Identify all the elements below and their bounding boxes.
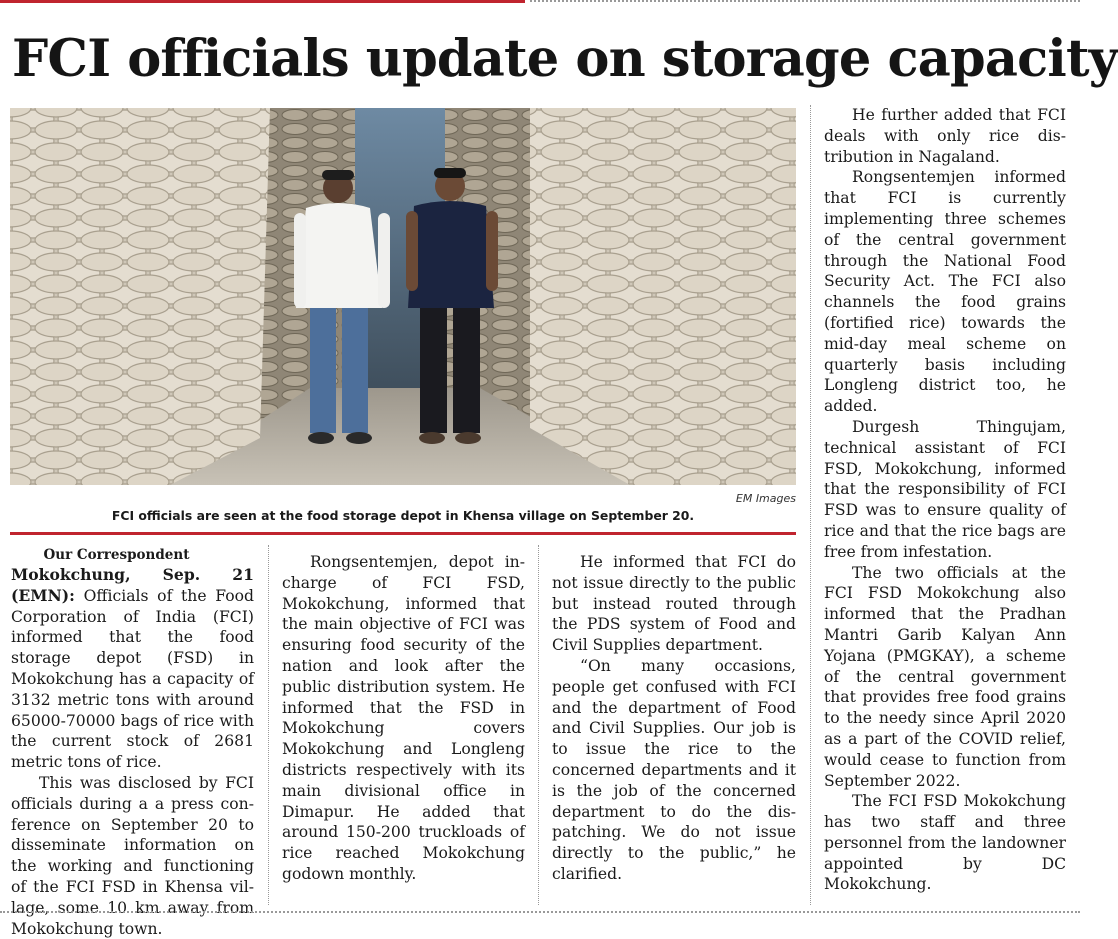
top-dotted-rule xyxy=(530,0,1080,2)
article-column-1 xyxy=(11,545,254,939)
top-accent-rule xyxy=(0,0,525,3)
headline: FCI officials update on storage capacity xyxy=(12,29,1118,89)
news-photo xyxy=(10,108,796,485)
article-column-3 xyxy=(552,552,796,885)
article-paragraph: Durgesh Thingujam, technical assistant of FCI FSD, Mokokchung, informed that the responsibility of FCI FSD was to ensure quality of rice and that the rice bags are free from infestation. xyxy=(824,417,1066,561)
caption-accent-rule xyxy=(10,532,796,535)
article-paragraph: He informed that FCI do not issue directly to the public but instead routed through the PDS system of Food and Civil Supplies department. xyxy=(552,553,796,655)
article-column-4 xyxy=(824,105,1066,895)
warehouse-photo-illustration xyxy=(10,108,796,485)
lead-text: Officials of the Food Corporation of India (FCI) informed that the food storage depot (FSD) in Mokokchung has a capacity of 3132 metric tons with around 65000-70000 bags of rice with the current stock of 2681 metric tons of rice. xyxy=(11,586,254,772)
article-paragraph: The two officials at the FCI FSD Mokokchung also informed that the Pradhan Mantri Garib Kalyan Ann Yojana (PMGKAY), a scheme of the central government that provides free food grains to the needy since April 2020 as a part of the COVID relief, would cease to function from September 2022. xyxy=(824,563,1066,790)
column-divider xyxy=(538,545,539,905)
article-column-2 xyxy=(282,552,525,885)
column-divider xyxy=(810,105,811,905)
article-paragraph: The FCI FSD Mokokchung has two staff and three personnel from the landowner appointed by DC Mokokchung. xyxy=(824,792,1066,894)
article-paragraph: This was disclosed by FCI officials during a a press conference on September 20 to disseminate information on the working and functioning of the FCI FSD in Khensa village, some 10 km away from Mokokchung town. xyxy=(11,773,254,938)
photo-caption: FCI officials are seen at the food storage depot in Khensa village on September 20. xyxy=(111,508,695,523)
byline: Our Correspondent xyxy=(43,547,190,563)
article-paragraph: “On many occasions, people get confused with FCI and the department of Food and Civil Supplies. Our job is to issue the rice to the concerned departments and it is the job of the concerned department to do the dispatching. We do not issue directly to the public,” he clarified. xyxy=(552,656,796,883)
bottom-dotted-rule xyxy=(0,911,1080,913)
article-paragraph: He further added that FCI deals with only rice distribution in Nagaland. xyxy=(824,106,1066,166)
article-paragraph: Rongsentemjen, depot in-charge of FCI FSD, Mokokchung, informed that the main objective of FCI was ensuring food security of the nation and look after the public distribution system. He informed that the FSD in Mokokchung covers Mokokchung and Longleng districts respectively with its main divisional office in Dimapur. He added that around 150-200 truckloads of rice reached Mokokchung godown monthly. xyxy=(282,553,525,883)
photo-credit: EM Images xyxy=(735,492,796,505)
lead-paragraph xyxy=(11,565,254,773)
dateline: Mokokchung, Sep. 21 (EMN): xyxy=(11,565,254,605)
article-paragraph: Rongsentemjen informed that FCI is currently implementing three schemes of the central government through the National Food Security Act. The FCI also channels the food grains (fortified rice) towards the mid-day meal scheme on quarterly basis including Longleng district too, he added. xyxy=(824,168,1066,416)
column-divider xyxy=(268,545,269,905)
